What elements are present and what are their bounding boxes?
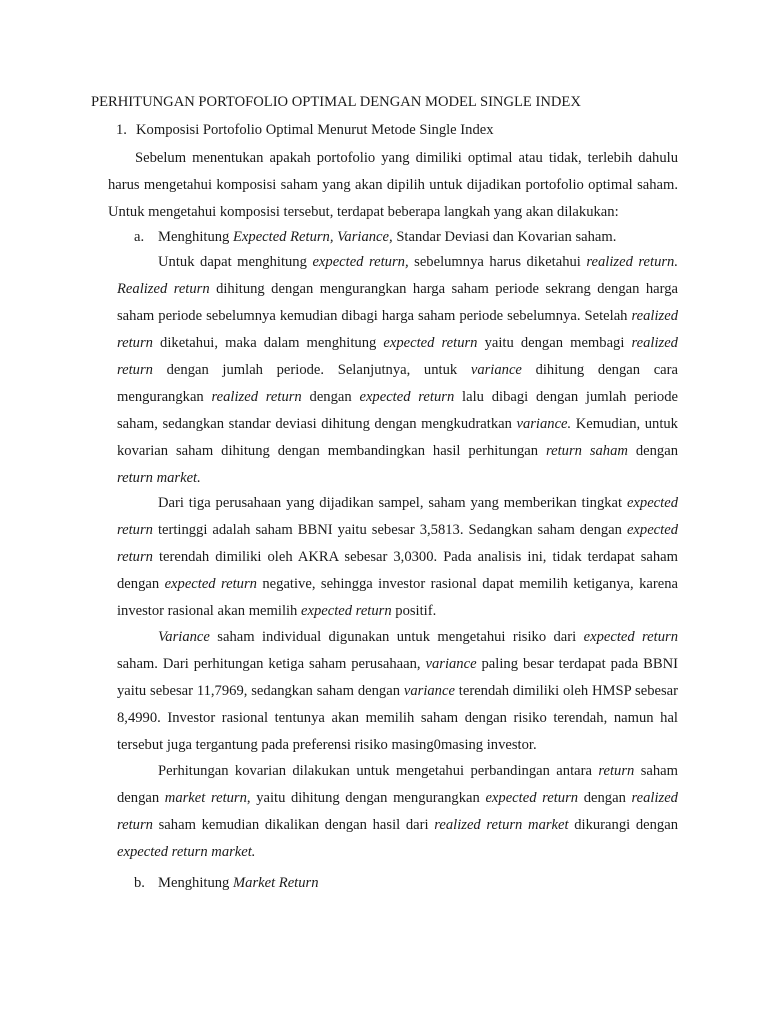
term-italic: Realized return: [117, 281, 210, 297]
subsection-text-italic: Market Return: [233, 875, 319, 891]
section-number: 1.: [116, 122, 127, 138]
paragraph-text: dihitung dengan mengurangkan harga saham periode sekrang dengan harga saham periode sebelumnya kemudian dibagi harga saham periode sebelumnya. Setelah: [117, 281, 678, 324]
subsection-heading-b: [134, 873, 319, 893]
term-italic: realized return.: [586, 254, 678, 270]
paragraph-text: dihitung dengan cara mengurangkan: [117, 362, 678, 405]
paragraph-text: dengan: [301, 389, 360, 405]
term-italic: market return: [164, 790, 247, 806]
term-italic: expected return: [383, 335, 478, 351]
paragraph-text: tertinggi adalah saham BBNI yaitu sebesar 3,5813. Sedangkan saham dengan: [152, 522, 627, 538]
paragraph-text: dikurangi dengan: [568, 817, 678, 833]
term-italic: realized return: [117, 335, 678, 378]
paragraph-text: saham individual digunakan untuk mengetahui risiko dari: [209, 629, 584, 645]
paragraph-text: terendah dimiliki oleh HMSP sebesar 8,4990. Investor rasional tentunya akan memilih saham dengan risiko terendah, namun hal tersebut juga tergantung pada preferensi risiko masing0masing investor.: [117, 683, 678, 753]
intro-text: Sebelum menentukan apakah portofolio yang dimiliki optimal atau tidak, terlebih dahulu harus mengetahui komposisi saham yang akan dipilih untuk dijadikan portofolio optimal saham. Untuk mengetahui komposisi tersebut, terdapat beberapa langkah yang akan dilakukan:: [108, 150, 678, 220]
term-italic: variance: [403, 683, 455, 699]
paragraph-text: Untuk dapat menghitung: [158, 254, 313, 270]
paragraph-text: sebelumnya harus diketahui: [408, 254, 587, 270]
paragraph-text: diketahui, maka dalam menghitung: [152, 335, 384, 351]
term-italic: expected return: [164, 576, 257, 592]
paragraph-variance: [117, 624, 678, 759]
paragraph-return-variance: [117, 249, 678, 492]
paragraph-text: Kemudian, untuk kovarian saham dihitung dengan membandingkan hasil perhitungan: [117, 416, 678, 459]
subsection-text-italic: Expected Return, Variance,: [233, 229, 393, 245]
term-italic: return: [598, 763, 635, 779]
paragraph-text: saham. Dari perhitungan ketiga saham perusahaan,: [117, 656, 426, 672]
term-italic: Variance: [158, 629, 210, 645]
subsection-heading-a: [134, 227, 616, 247]
term-italic: expected return: [583, 629, 678, 645]
paragraph-covariance: [117, 758, 678, 866]
term-italic: return saham: [545, 443, 628, 459]
paragraph-text: dengan: [627, 443, 678, 459]
term-italic: return market.: [117, 470, 201, 486]
section-heading-text: Komposisi Portofolio Optimal Menurut Metode Single Index: [136, 122, 494, 138]
term-italic: expected return: [301, 603, 392, 619]
subsection-text: Menghitung: [158, 229, 233, 245]
term-italic: realized return market: [434, 817, 569, 833]
paragraph-text: positif.: [391, 603, 437, 619]
term-italic: realized return: [211, 389, 302, 405]
term-italic: expected return: [117, 495, 678, 538]
paragraph-text: terendah dimiliki oleh AKRA sebesar 3,0300. Pada analisis ini, tidak terdapat saham dengan: [117, 549, 678, 592]
subsection-letter: a.: [134, 229, 145, 245]
paragraph-text: dengan jumlah periode. Selanjutnya, untuk: [152, 362, 471, 378]
document-title: PERHITUNGAN PORTOFOLIO OPTIMAL DENGAN MODEL SINGLE INDEX: [91, 94, 581, 110]
paragraph-text: Perhitungan kovarian dilakukan untuk mengetahui perbandingan antara: [158, 763, 599, 779]
paragraph-text: yaitu dengan membagi: [477, 335, 632, 351]
paragraph-text: saham dengan: [117, 763, 678, 806]
paragraph-expected-return: [117, 490, 678, 625]
term-italic: realized return: [117, 308, 678, 351]
subsection-text: Menghitung: [158, 875, 233, 891]
term-italic: expected return market.: [117, 844, 256, 860]
paragraph-text: , yaitu dihitung dengan mengurangkan: [246, 790, 486, 806]
term-italic: variance.: [516, 416, 572, 432]
paragraph-text: Dari tiga perusahaan yang dijadikan sampel, saham yang memberikan tingkat: [158, 495, 627, 511]
term-italic: variance: [470, 362, 522, 378]
subsection-letter: b.: [134, 875, 145, 891]
term-italic: realized return: [117, 790, 678, 833]
term-italic: expected return: [359, 389, 455, 405]
paragraph-text: saham kemudian dikalikan dengan hasil dari: [152, 817, 435, 833]
term-italic: variance: [425, 656, 477, 672]
paragraph-text: dengan: [578, 790, 632, 806]
intro-paragraph: [108, 145, 678, 226]
paragraph-text: lalu dibagi dengan jumlah periode saham, sedangkan standar deviasi dihitung dengan mengkudratkan: [117, 389, 678, 432]
paragraph-text: negative, sehingga investor rasional dapat memilih ketiganya, karena investor rasional akan memilih: [117, 576, 678, 619]
term-italic: expected return: [485, 790, 579, 806]
paragraph-text: paling besar terdapat pada BBNI yaitu sebesar 11,7969, sedangkan saham dengan: [117, 656, 678, 699]
term-italic: expected return: [117, 522, 678, 565]
section-heading-1: [116, 120, 494, 140]
subsection-text: Standar Deviasi dan Kovarian saham.: [392, 229, 617, 245]
term-italic: expected return,: [312, 254, 409, 270]
